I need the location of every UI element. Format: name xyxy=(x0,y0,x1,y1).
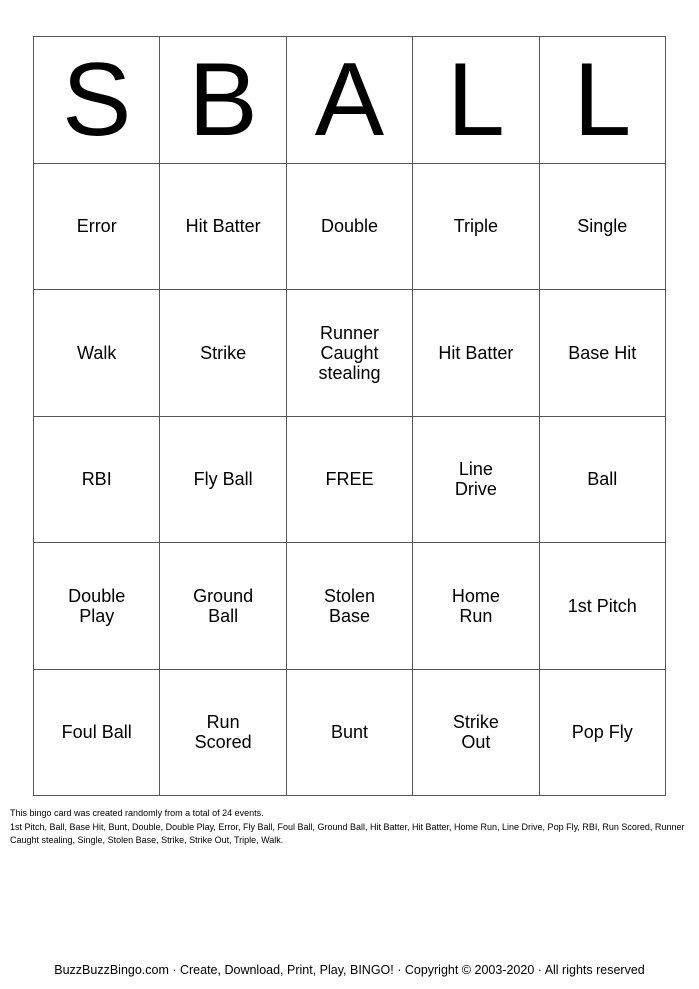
bingo-cell: Pop Fly xyxy=(540,670,666,797)
header-letter-l: L xyxy=(413,37,539,164)
bingo-cell: Hit Batter xyxy=(160,164,286,291)
bingo-cell: RBI xyxy=(34,417,160,544)
free-space-cell: FREE xyxy=(287,417,413,544)
bingo-cell: Bunt xyxy=(287,670,413,797)
bingo-cell: Line Drive xyxy=(413,417,539,544)
header-letter-a: A xyxy=(287,37,413,164)
bingo-cell: Hit Batter xyxy=(413,290,539,417)
bingo-cell: Ground Ball xyxy=(160,543,286,670)
bingo-cell: Foul Ball xyxy=(34,670,160,797)
bingo-cell: Strike xyxy=(160,290,286,417)
bingo-cell: Double Play xyxy=(34,543,160,670)
bingo-cell: Ball xyxy=(540,417,666,544)
bingo-card xyxy=(33,36,666,796)
bingo-cell: Double xyxy=(287,164,413,291)
event-list: 1st Pitch, Ball, Base Hit, Bunt, Double, Double Play, Error, Fly Ball, Foul Ball, Ground Ball, Hit Batter, Hit Batter, Home Run, Line Drive, Pop Fly, RBI, Run Scored, Runner Caught stealing, Single, Stolen Base, Strike, Strike Out, Triple, Walk. xyxy=(10,821,685,845)
site-footer: BuzzBuzzBingo.com · Create, Download, Print, Play, BINGO! · Copyright © 2003-2020 · All rights reserved xyxy=(54,963,645,977)
header-letter-b: B xyxy=(160,37,286,164)
bingo-cell: 1st Pitch xyxy=(540,543,666,670)
bingo-cell: Run Scored xyxy=(160,670,286,797)
bingo-cell: Stolen Base xyxy=(287,543,413,670)
bingo-cell: Single xyxy=(540,164,666,291)
bingo-cell: Home Run xyxy=(413,543,539,670)
bingo-cell: Base Hit xyxy=(540,290,666,417)
bingo-cell: Walk xyxy=(34,290,160,417)
header-letter-l-2: L xyxy=(540,37,666,164)
bingo-cell: Strike Out xyxy=(413,670,539,797)
bingo-cell: Fly Ball xyxy=(160,417,286,544)
header-letter-s: S xyxy=(34,37,160,164)
bingo-cell: Triple xyxy=(413,164,539,291)
event-count-note: This bingo card was created randomly from a total of 24 events. xyxy=(10,808,264,818)
bingo-cell: Error xyxy=(34,164,160,291)
bingo-cell: Runner Caught stealing xyxy=(287,290,413,417)
event-list-note xyxy=(10,807,690,848)
